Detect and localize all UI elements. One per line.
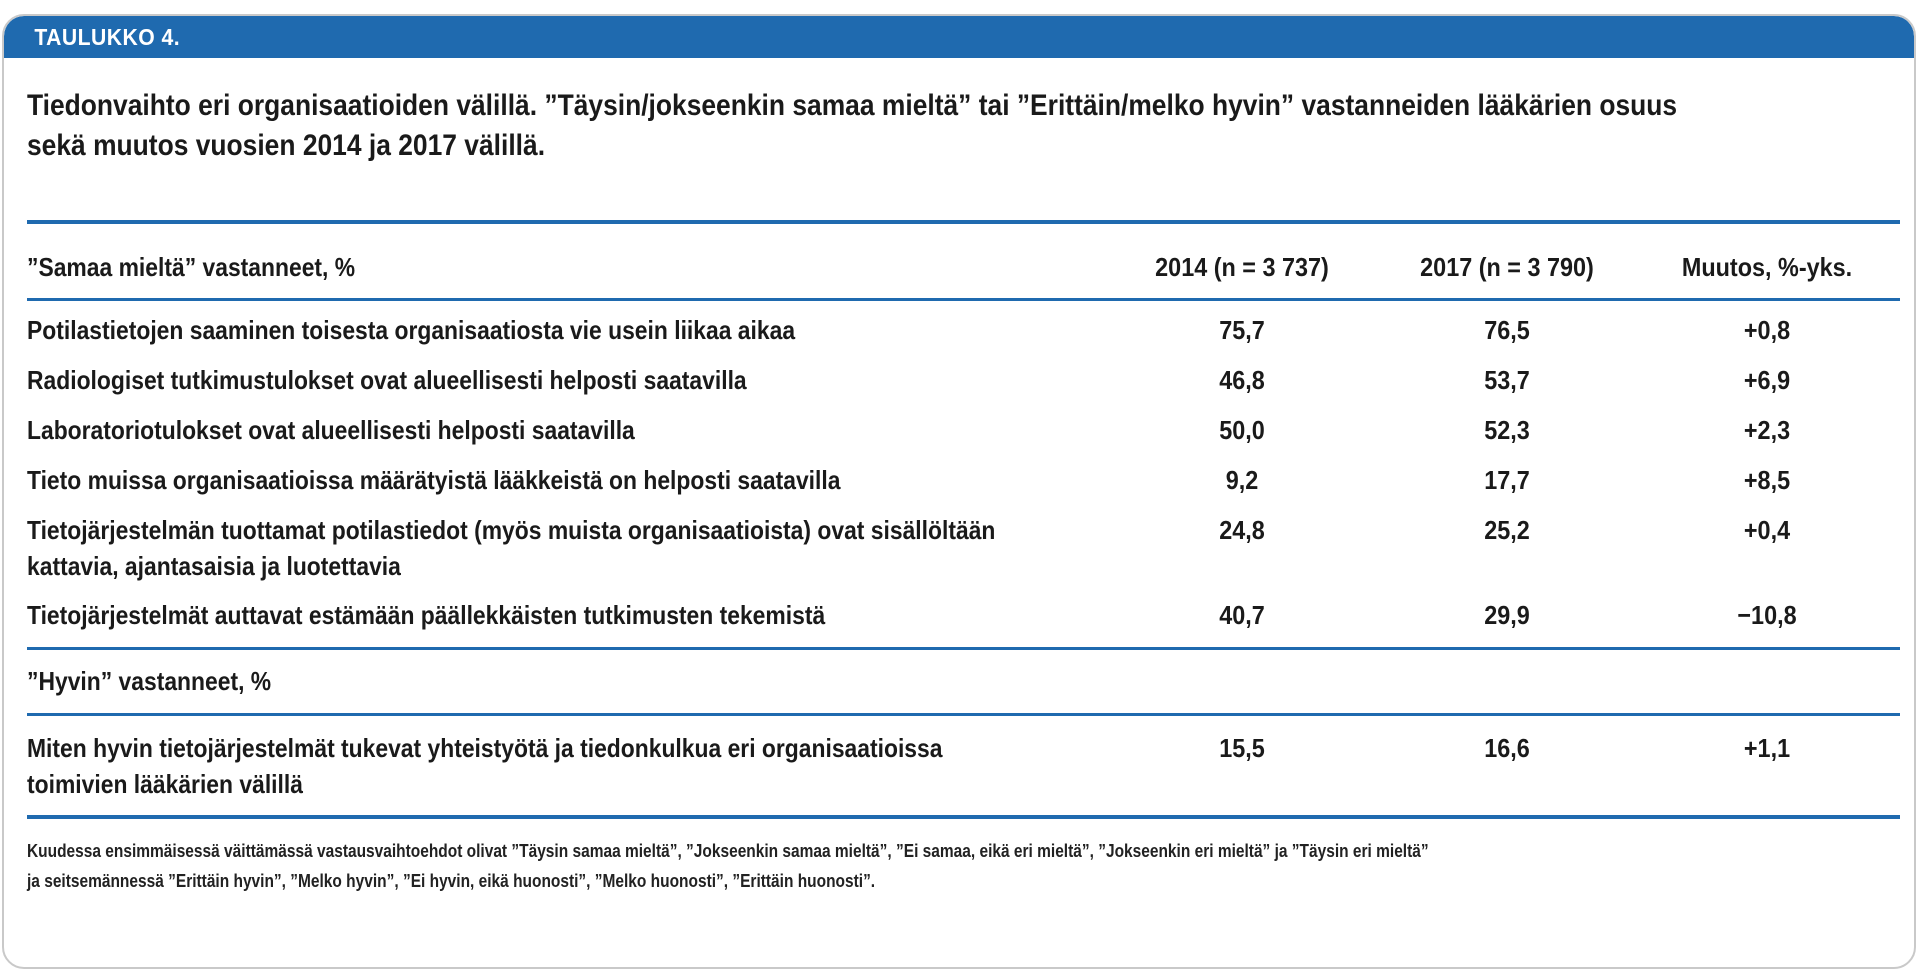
- header-2014: 2014 (n = 3 737): [1155, 252, 1329, 282]
- value-2017: 25,2: [1484, 515, 1530, 545]
- value-change: −10,8: [1737, 600, 1797, 630]
- value-2014: 9,2: [1225, 465, 1259, 495]
- value-change: +6,9: [1743, 365, 1791, 395]
- header-2017: 2017 (n = 3 790): [1420, 252, 1594, 282]
- row-label: Tietojärjestelmät auttavat estämään päällekkäisten tutkimusten tekemistä: [27, 600, 826, 630]
- value-2014: 24,8: [1219, 515, 1265, 545]
- value-change: +0,8: [1743, 315, 1791, 345]
- value-change: +1,1: [1743, 733, 1791, 763]
- header-rule: [27, 298, 1900, 301]
- row-label: Radiologiset tutkimustulokset ovat alueellisesti helposti saatavilla: [27, 365, 747, 395]
- table-tag-bar: [4, 16, 1914, 58]
- section-header-rule: [27, 713, 1900, 716]
- value-2017: 16,6: [1484, 733, 1530, 763]
- header-change: Muutos, %-yks.: [1681, 252, 1853, 282]
- title-line-1: Tiedonvaihto eri organisaatioiden välillä. ”Täysin/jokseenkin samaa mieltä” tai ”Erittäin/melko hyvin” vastanneiden lääkärien osuus: [27, 89, 1678, 122]
- header-label: ”Samaa mieltä” vastanneet, %: [27, 252, 356, 282]
- value-change: +2,3: [1743, 415, 1791, 445]
- row-label: [27, 512, 995, 584]
- value-2017: 53,7: [1484, 365, 1530, 395]
- section-label: ”Hyvin” vastanneet, %: [27, 666, 272, 696]
- table-title: [27, 86, 1840, 166]
- title-line-2: sekä muutos vuosien 2014 ja 2017 välillä.: [27, 129, 546, 162]
- top-rule: [27, 220, 1900, 224]
- value-2014: 15,5: [1219, 733, 1265, 763]
- row-label-line-1: Miten hyvin tietojärjestelmät tukevat yhteistyötä ja tiedonkulkua eri organisaatioissa: [27, 733, 943, 763]
- value-2014: 40,7: [1219, 600, 1265, 630]
- value-change: +8,5: [1743, 465, 1791, 495]
- value-2014: 75,7: [1219, 315, 1265, 345]
- row-label-line-2: kattavia, ajantasaisia ja luotettavia: [27, 551, 401, 581]
- row-label-line-2: toimivien lääkärien välillä: [27, 769, 303, 799]
- value-2017: 52,3: [1484, 415, 1530, 445]
- footnote-line-2: ja seitsemännessä ”Erittäin hyvin”, ”Melko hyvin”, ”Ei hyvin, eikä huonosti”, ”Melko huonosti”, ”Erittäin huonosti”.: [27, 871, 876, 891]
- value-2014: 50,0: [1219, 415, 1265, 445]
- table-footnote: [27, 836, 1816, 896]
- row-label-line-1: Tietojärjestelmän tuottamat potilastiedot (myös muista organisaatioista) ovat sisällöltään: [27, 515, 996, 545]
- value-change: +0,4: [1743, 515, 1791, 545]
- section-rule: [27, 647, 1900, 650]
- row-label: Laboratoriotulokset ovat alueellisesti helposti saatavilla: [27, 415, 635, 445]
- table-number-label: TAULUKKO 4.: [34, 23, 181, 50]
- row-label: Tieto muissa organisaatioissa määrätyistä lääkkeistä on helposti saatavilla: [27, 465, 841, 495]
- value-2017: 29,9: [1484, 600, 1530, 630]
- footnote-line-1: Kuudessa ensimmäisessä väittämässä vastausvaihtoehdot olivat ”Täysin samaa mieltä”, ”Jokseenkin samaa mieltä”, ”Ei samaa, eikä eri mieltä”, ”Jokseenkin eri mieltä” ja ”Täysin eri mieltä”: [27, 841, 1429, 861]
- value-2017: 17,7: [1484, 465, 1530, 495]
- row-label: [27, 730, 942, 802]
- value-2014: 46,8: [1219, 365, 1265, 395]
- value-2017: 76,5: [1484, 315, 1530, 345]
- bottom-rule: [27, 815, 1900, 819]
- row-label: Potilastietojen saaminen toisesta organisaatiosta vie usein liikaa aikaa: [27, 315, 796, 345]
